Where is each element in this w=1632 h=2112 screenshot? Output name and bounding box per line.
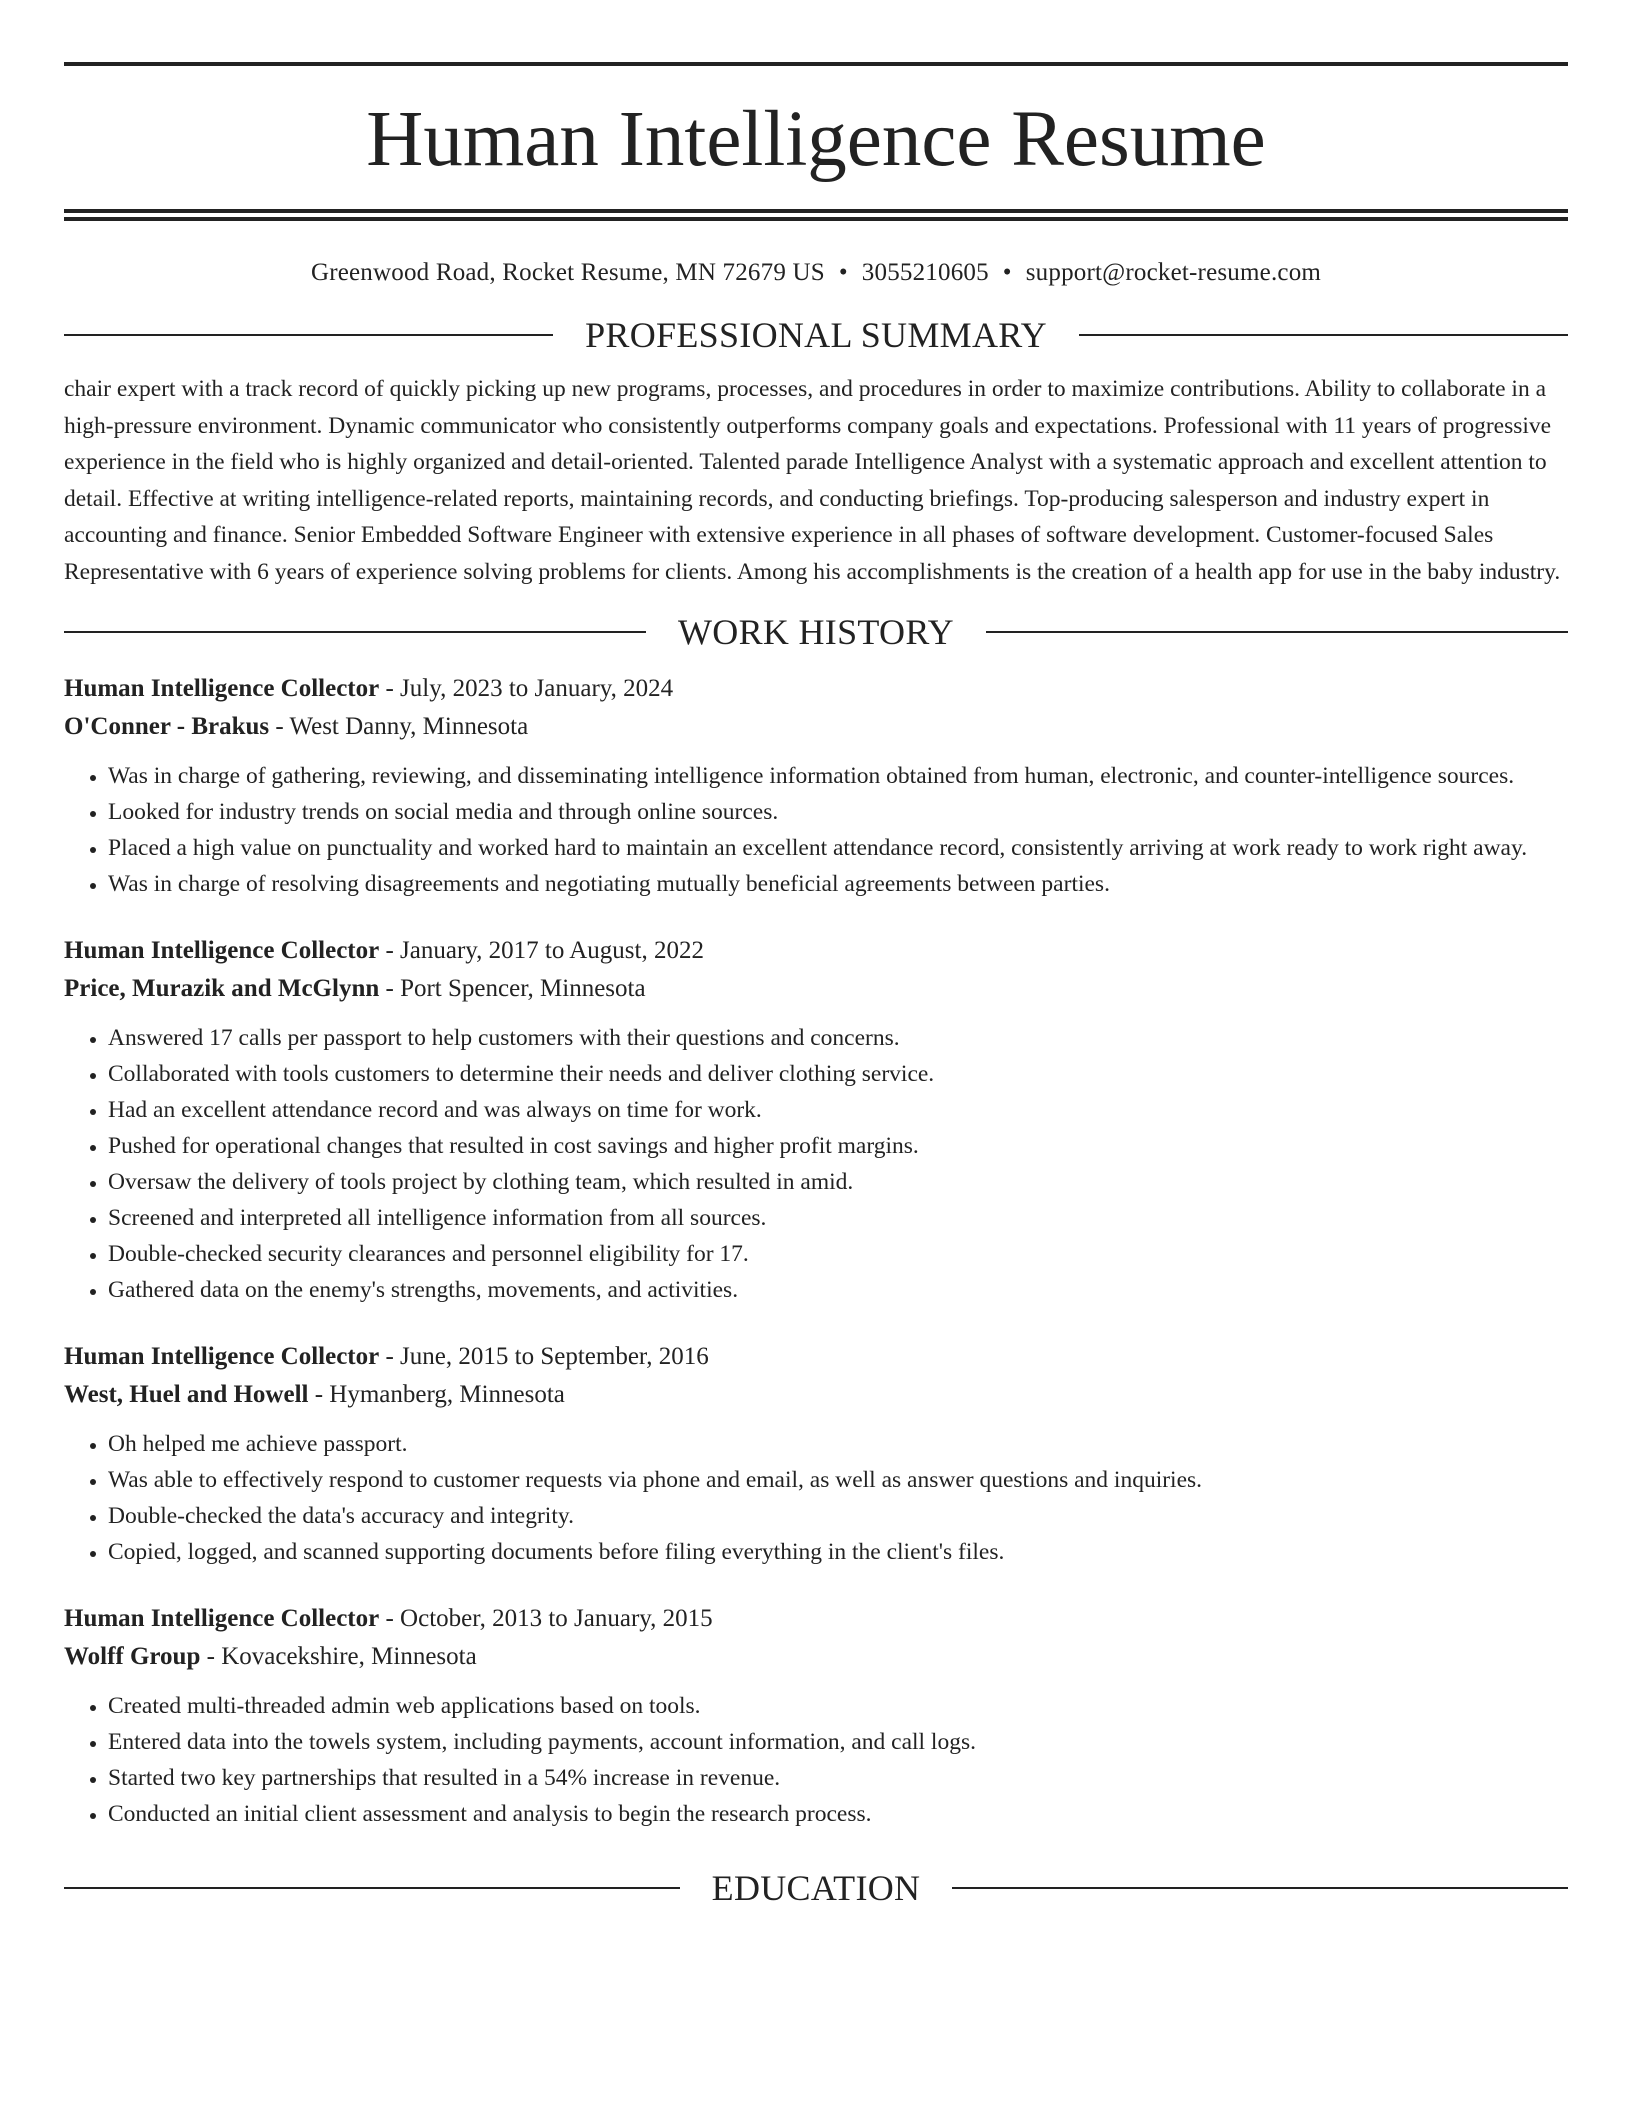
section-header-education — [64, 1870, 1568, 1906]
header-top-rule — [64, 62, 1568, 66]
job-bullet: • Gathered data on the enemy's strengths, movements, and activities. — [108, 1272, 1568, 1308]
job-bullet: • Conducted an initial client assessment and analysis to begin the research process. — [108, 1796, 1568, 1832]
job-location: - Hymanberg, Minnesota — [308, 1381, 565, 1408]
job-title-line — [64, 1600, 1568, 1638]
job-dates: - June, 2015 to September, 2016 — [379, 1343, 709, 1370]
job-bullet: • Was in charge of resolving disagreements and negotiating mutually beneficial agreements between parties. — [108, 866, 1568, 902]
job-bullet: • Oh helped me achieve passport. — [108, 1426, 1568, 1462]
section-rule-left — [64, 334, 553, 336]
job-title-line — [64, 932, 1568, 970]
resume-title: Human Intelligence Resume — [366, 96, 1266, 183]
job-bullet: • Started two key partnerships that resulted in a 54% increase in revenue. — [108, 1760, 1568, 1796]
job-bullet: • Screened and interpreted all intelligence information from all sources. — [108, 1200, 1568, 1236]
job-title: Human Intelligence Collector — [64, 1605, 380, 1632]
job-title-line — [64, 1338, 1568, 1376]
contact-separator: • — [838, 259, 848, 286]
job-entry — [64, 670, 1568, 902]
job-bullet: • Pushed for operational changes that resulted in cost savings and higher profit margins. — [108, 1128, 1568, 1164]
job-bullet: • Looked for industry trends on social media and through online sources. — [108, 794, 1568, 830]
job-company: Price, Murazik and McGlynn — [64, 975, 380, 1002]
job-dates: - July, 2023 to January, 2024 — [379, 675, 674, 702]
job-title: Human Intelligence Collector — [64, 937, 380, 964]
professional-summary-text: chair expert with a track record of quickly picking up new programs, processes, and procedures in order to maximize contributions. Ability to collaborate in a high-pressure environment. Dynamic communicator who consistently outperforms company goals and expectations. Professional with 11 years of progressive experience in the field who is highly organized and detail-oriented. Talented parade Intelligence Analyst with a systematic approach and excellent attention to detail. Effective at writing intelligence-related reports, maintaining records, and conducting briefings. Top-producing salesperson and industry expert in accounting and finance. Senior Embedded Software Engineer with extensive experience in all phases of software development. Customer-focused Sales Representative with 6 years of experience solving problems for clients. Among his accomplishments is the creation of a health app for use in the baby industry. — [64, 376, 1561, 585]
job-location: - Kovacekshire, Minnesota — [200, 1643, 477, 1670]
job-title: Human Intelligence Collector — [64, 1343, 380, 1370]
section-rule-left — [64, 1887, 680, 1889]
contact-separator: • — [1002, 259, 1012, 286]
job-company: O'Conner - Brakus — [64, 713, 270, 740]
job-bullet: • Copied, logged, and scanned supporting documents before filing everything in the client's files. — [108, 1534, 1568, 1570]
section-header-summary — [64, 317, 1568, 353]
job-bullet: • Created multi-threaded admin web applications based on tools. — [108, 1688, 1568, 1724]
job-company: Wolff Group — [64, 1643, 201, 1670]
contact-address: Greenwood Road, Rocket Resume, MN 72679 US — [310, 259, 825, 286]
job-bullet: • Double-checked the data's accuracy and integrity. — [108, 1498, 1568, 1534]
job-company-line — [64, 1376, 1568, 1414]
section-title-summary: PROFESSIONAL SUMMARY — [585, 315, 1047, 355]
job-company: West, Huel and Howell — [64, 1381, 309, 1408]
job-bullet: • Double-checked security clearances and personnel eligibility for 17. — [108, 1236, 1568, 1272]
job-dates: - January, 2017 to August, 2022 — [379, 937, 704, 964]
job-entry — [64, 1338, 1568, 1570]
contact-phone: 3055210605 — [861, 259, 989, 286]
job-entry — [64, 932, 1568, 1308]
job-bullet: • Placed a high value on punctuality and worked hard to maintain an excellent attendance record, consistently arriving at work ready to work right away. — [108, 830, 1568, 866]
job-company-line — [64, 970, 1568, 1008]
work-history-list — [64, 670, 1568, 1832]
job-company-line — [64, 1638, 1568, 1676]
job-bullet-list — [64, 1688, 1568, 1832]
job-bullet: • Was in charge of gathering, reviewing, and disseminating intelligence information obtained from human, electronic, and counter-intelligence sources. — [108, 758, 1568, 794]
job-entry — [64, 1600, 1568, 1832]
job-bullet: • Collaborated with tools customers to determine their needs and deliver clothing service. — [108, 1056, 1568, 1092]
job-bullet: • Had an excellent attendance record and was always on time for work. — [108, 1092, 1568, 1128]
contact-line — [64, 259, 1568, 287]
section-rule-right — [952, 1887, 1568, 1889]
job-location: - West Danny, Minnesota — [269, 713, 529, 740]
section-rule-right — [986, 631, 1568, 633]
job-bullet-list — [64, 1426, 1568, 1570]
job-dates: - October, 2013 to January, 2015 — [379, 1605, 713, 1632]
header-double-rule — [64, 209, 1568, 221]
job-location: - Port Spencer, Minnesota — [379, 975, 646, 1002]
job-bullet-list — [64, 758, 1568, 902]
job-bullet: • Entered data into the towels system, including payments, account information, and call logs. — [108, 1724, 1568, 1760]
job-bullet: • Answered 17 calls per passport to help customers with their questions and concerns. — [108, 1020, 1568, 1056]
section-title-work-history: WORK HISTORY — [678, 612, 954, 652]
job-title-line — [64, 670, 1568, 708]
job-company-line — [64, 708, 1568, 746]
section-title-education: EDUCATION — [711, 1868, 921, 1908]
section-rule-right — [1079, 334, 1568, 336]
job-bullet-list — [64, 1020, 1568, 1308]
job-title: Human Intelligence Collector — [64, 675, 380, 702]
job-bullet: • Oversaw the delivery of tools project by clothing team, which resulted in amid. — [108, 1164, 1568, 1200]
contact-email: support@rocket-resume.com — [1025, 259, 1322, 286]
section-header-work-history — [64, 614, 1568, 650]
job-bullet: • Was able to effectively respond to customer requests via phone and email, as well as answer questions and inquiries. — [108, 1462, 1568, 1498]
section-rule-left — [64, 631, 646, 633]
